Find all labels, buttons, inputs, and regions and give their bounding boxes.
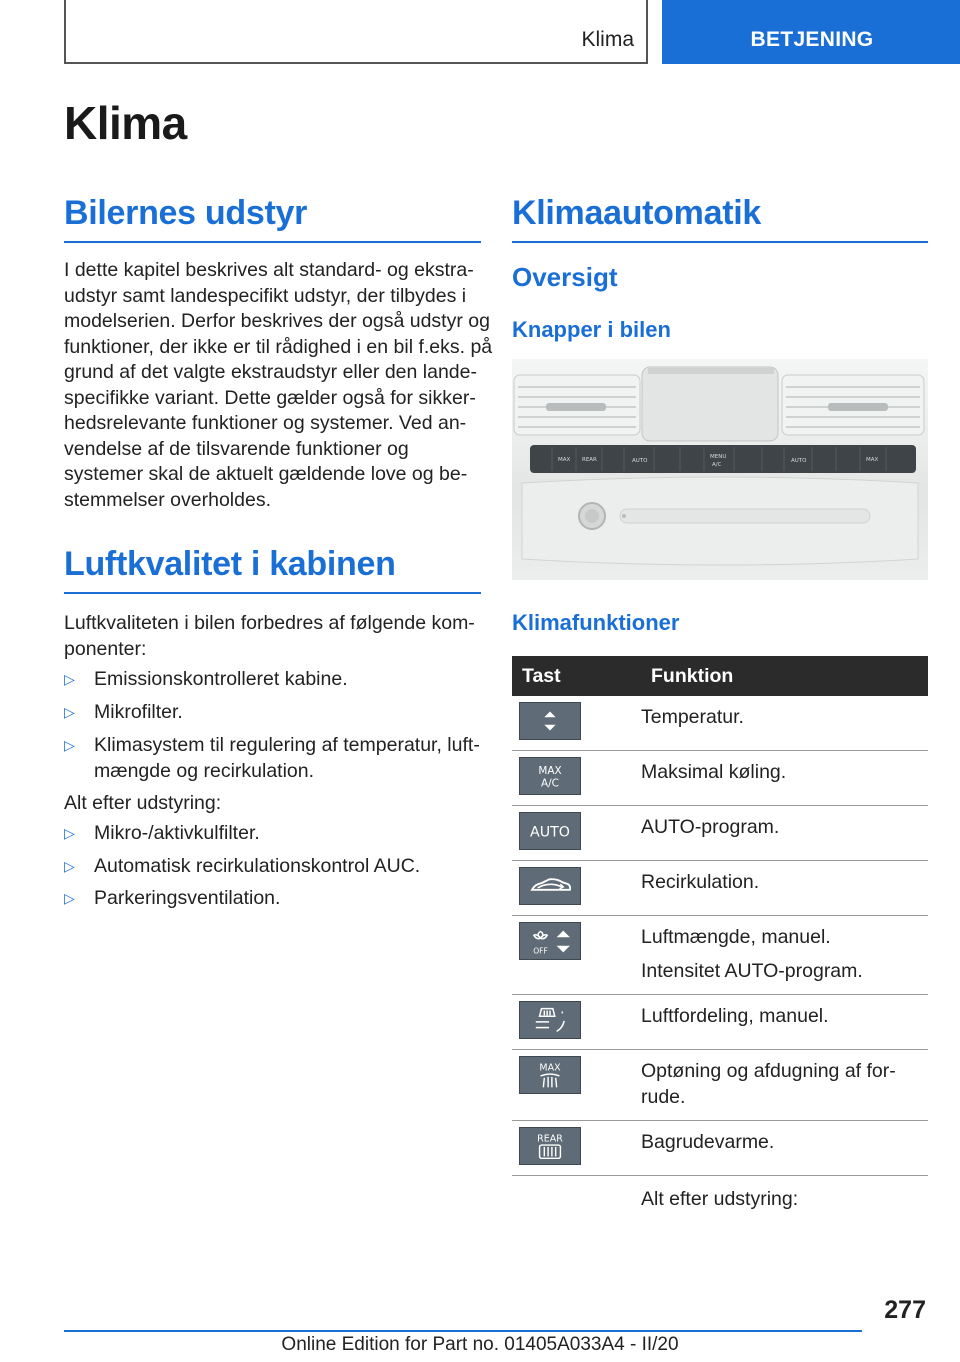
panel-label: AUTO <box>632 458 648 464</box>
heading-overview: Oversigt <box>512 262 618 292</box>
column-header-key: Tast <box>512 656 641 696</box>
key-cell <box>512 696 641 751</box>
climate-panel-illustration <box>512 359 928 580</box>
text-line: hedsrelevante funktioner og systemer. Ved an- <box>64 412 467 434</box>
key-cell <box>512 1121 641 1176</box>
climate-control-panel-image <box>512 359 928 580</box>
rear-defrost-icon <box>519 1127 581 1165</box>
auto-icon <box>519 812 581 850</box>
air-distribution-icon <box>519 1001 581 1039</box>
fan-off-arrows-icon <box>519 922 581 960</box>
function-text: Bagrudevarme. <box>641 1131 775 1153</box>
key-label: A/C <box>541 777 559 790</box>
text-line: Luftkvaliteten i bilen forbedres af følgende kom- <box>64 612 475 634</box>
function-cell <box>641 861 928 916</box>
air-quality-paragraph <box>64 611 494 662</box>
list-item-text: Klimasystem til regulering af temperatur, luft- mængde og recirkulation. <box>94 734 480 782</box>
column-header-function: Funktion <box>641 656 928 696</box>
function-cell <box>641 696 928 751</box>
table-row <box>512 995 928 1050</box>
table-row <box>512 916 928 995</box>
max-ac-icon <box>519 757 581 795</box>
function-text-line: Optøning og afdugning af for- <box>641 1060 896 1082</box>
key-cell <box>512 861 641 916</box>
bullet-triangle-icon: ▷ <box>64 671 75 687</box>
function-text: Recirkulation. <box>641 871 760 893</box>
heading-buttons-in-car: Knapper i bilen <box>512 317 671 342</box>
table-row <box>512 861 928 916</box>
table-row <box>512 806 928 861</box>
table-row <box>512 696 928 751</box>
function-cell <box>641 916 928 995</box>
text-line: ponenter: <box>64 637 147 660</box>
key-label: OFF <box>533 946 548 956</box>
table-header-row <box>512 656 928 696</box>
header-chapter-tab[interactable] <box>662 0 960 64</box>
header-section-title: Klima <box>581 28 634 51</box>
bullet-triangle-icon: ▷ <box>64 858 75 874</box>
key-label: MAX <box>538 765 562 778</box>
max-defrost-icon <box>519 1056 581 1094</box>
bullet-triangle-icon: ▷ <box>64 704 75 720</box>
key-cell <box>512 1050 641 1121</box>
key-cell <box>512 916 641 995</box>
page-number: 277 <box>884 1296 926 1324</box>
function-text-line: rude. <box>641 1086 686 1108</box>
panel-label: AUTO <box>791 458 807 464</box>
heading-climate-automatic: Klimaautomatik <box>512 194 928 243</box>
bullet-triangle-icon: ▷ <box>64 825 75 841</box>
text-line: I dette kapitel beskrives alt standard- og ekstra- <box>64 259 474 281</box>
key-label: AUTO <box>530 824 570 841</box>
list-item <box>64 700 484 726</box>
function-text: Temperatur. <box>641 706 744 728</box>
function-cell <box>641 806 928 861</box>
function-text: Alt efter udstyring: <box>641 1188 799 1210</box>
function-text: Luftmængde, manuel. <box>641 926 831 948</box>
key-cell <box>512 1176 641 1223</box>
alt-equipment-text: Alt efter udstyring: <box>64 792 222 814</box>
heading-equipment: Bilernes udstyr <box>64 194 481 243</box>
list-item <box>64 733 484 784</box>
footer-edition-text: Online Edition for Part no. 01405A033A4 - II/20 <box>281 1334 679 1355</box>
recirculation-car-icon <box>519 867 581 905</box>
function-text: Maksimal køling. <box>641 761 787 783</box>
table-row <box>512 1176 928 1223</box>
key-cell <box>512 806 641 861</box>
key-label: MAX <box>539 1062 561 1074</box>
table-row <box>512 1050 928 1121</box>
heading-air-quality: Luftkvalitet i kabinen <box>64 545 481 594</box>
function-cell <box>641 751 928 806</box>
list-item <box>64 854 484 880</box>
text-line: specifikke variant. Dette gælder også for sikker- <box>64 386 476 409</box>
list-item <box>64 886 484 912</box>
function-cell <box>641 1050 928 1121</box>
text-line: udstyr samt landespecifikt udstyr, der tilbydes i <box>64 284 467 307</box>
list-item-text: Mikrofilter. <box>94 701 183 723</box>
text-line: funktioner, der ikke er til rådighed i en bil f.eks. på <box>64 335 493 358</box>
text-line: vendelse af de tilsvarende funktioner og <box>64 437 409 460</box>
bullet-triangle-icon: ▷ <box>64 890 75 906</box>
function-text: Intensitet AUTO-program. <box>641 960 863 982</box>
panel-label: MENU <box>710 454 727 460</box>
heading-climate-functions: Klimafunktioner <box>512 610 680 635</box>
footer-divider <box>64 1330 862 1332</box>
function-text: Luftfordeling, manuel. <box>641 1005 829 1027</box>
list-item-text: Automatisk recirkulationskontrol AUC. <box>94 855 421 877</box>
function-cell <box>641 1176 928 1223</box>
panel-label: A/C <box>712 462 722 468</box>
header-chapter-label: BETJENING <box>750 28 874 51</box>
table-row <box>512 1121 928 1176</box>
list-item <box>64 821 484 847</box>
equipment-paragraph <box>64 258 494 513</box>
header-left-frame <box>64 0 648 64</box>
temperature-arrows-icon <box>519 702 581 740</box>
key-cell <box>512 751 641 806</box>
list-item-text: Mikro-/aktivkulfilter. <box>94 822 260 844</box>
panel-label: REAR <box>582 457 597 463</box>
list-item-text: Parkeringsventilation. <box>94 887 281 909</box>
climate-functions-table <box>512 656 928 1222</box>
function-text <box>641 1058 928 1110</box>
bullet-triangle-icon: ▷ <box>64 737 75 753</box>
panel-label: MAX <box>866 457 879 463</box>
key-label: REAR <box>537 1133 563 1145</box>
function-cell <box>641 1121 928 1176</box>
table-row <box>512 751 928 806</box>
text-line: grund af det valgte ekstraudstyr eller den lande- <box>64 361 477 383</box>
list-item <box>64 667 484 693</box>
page-title: Klima <box>64 97 187 149</box>
function-cell <box>641 995 928 1050</box>
function-text: AUTO-program. <box>641 816 780 838</box>
text-line: stemmelser overholdes. <box>64 488 271 511</box>
text-line: systemer skal de aktuelt gældende love og be- <box>64 463 468 485</box>
panel-label: MAX <box>558 457 571 463</box>
text-line: modelserien. Derfor beskrives der også udstyr og <box>64 310 490 332</box>
key-cell <box>512 995 641 1050</box>
list-item-text: Emissionskontrolleret kabine. <box>94 668 348 690</box>
